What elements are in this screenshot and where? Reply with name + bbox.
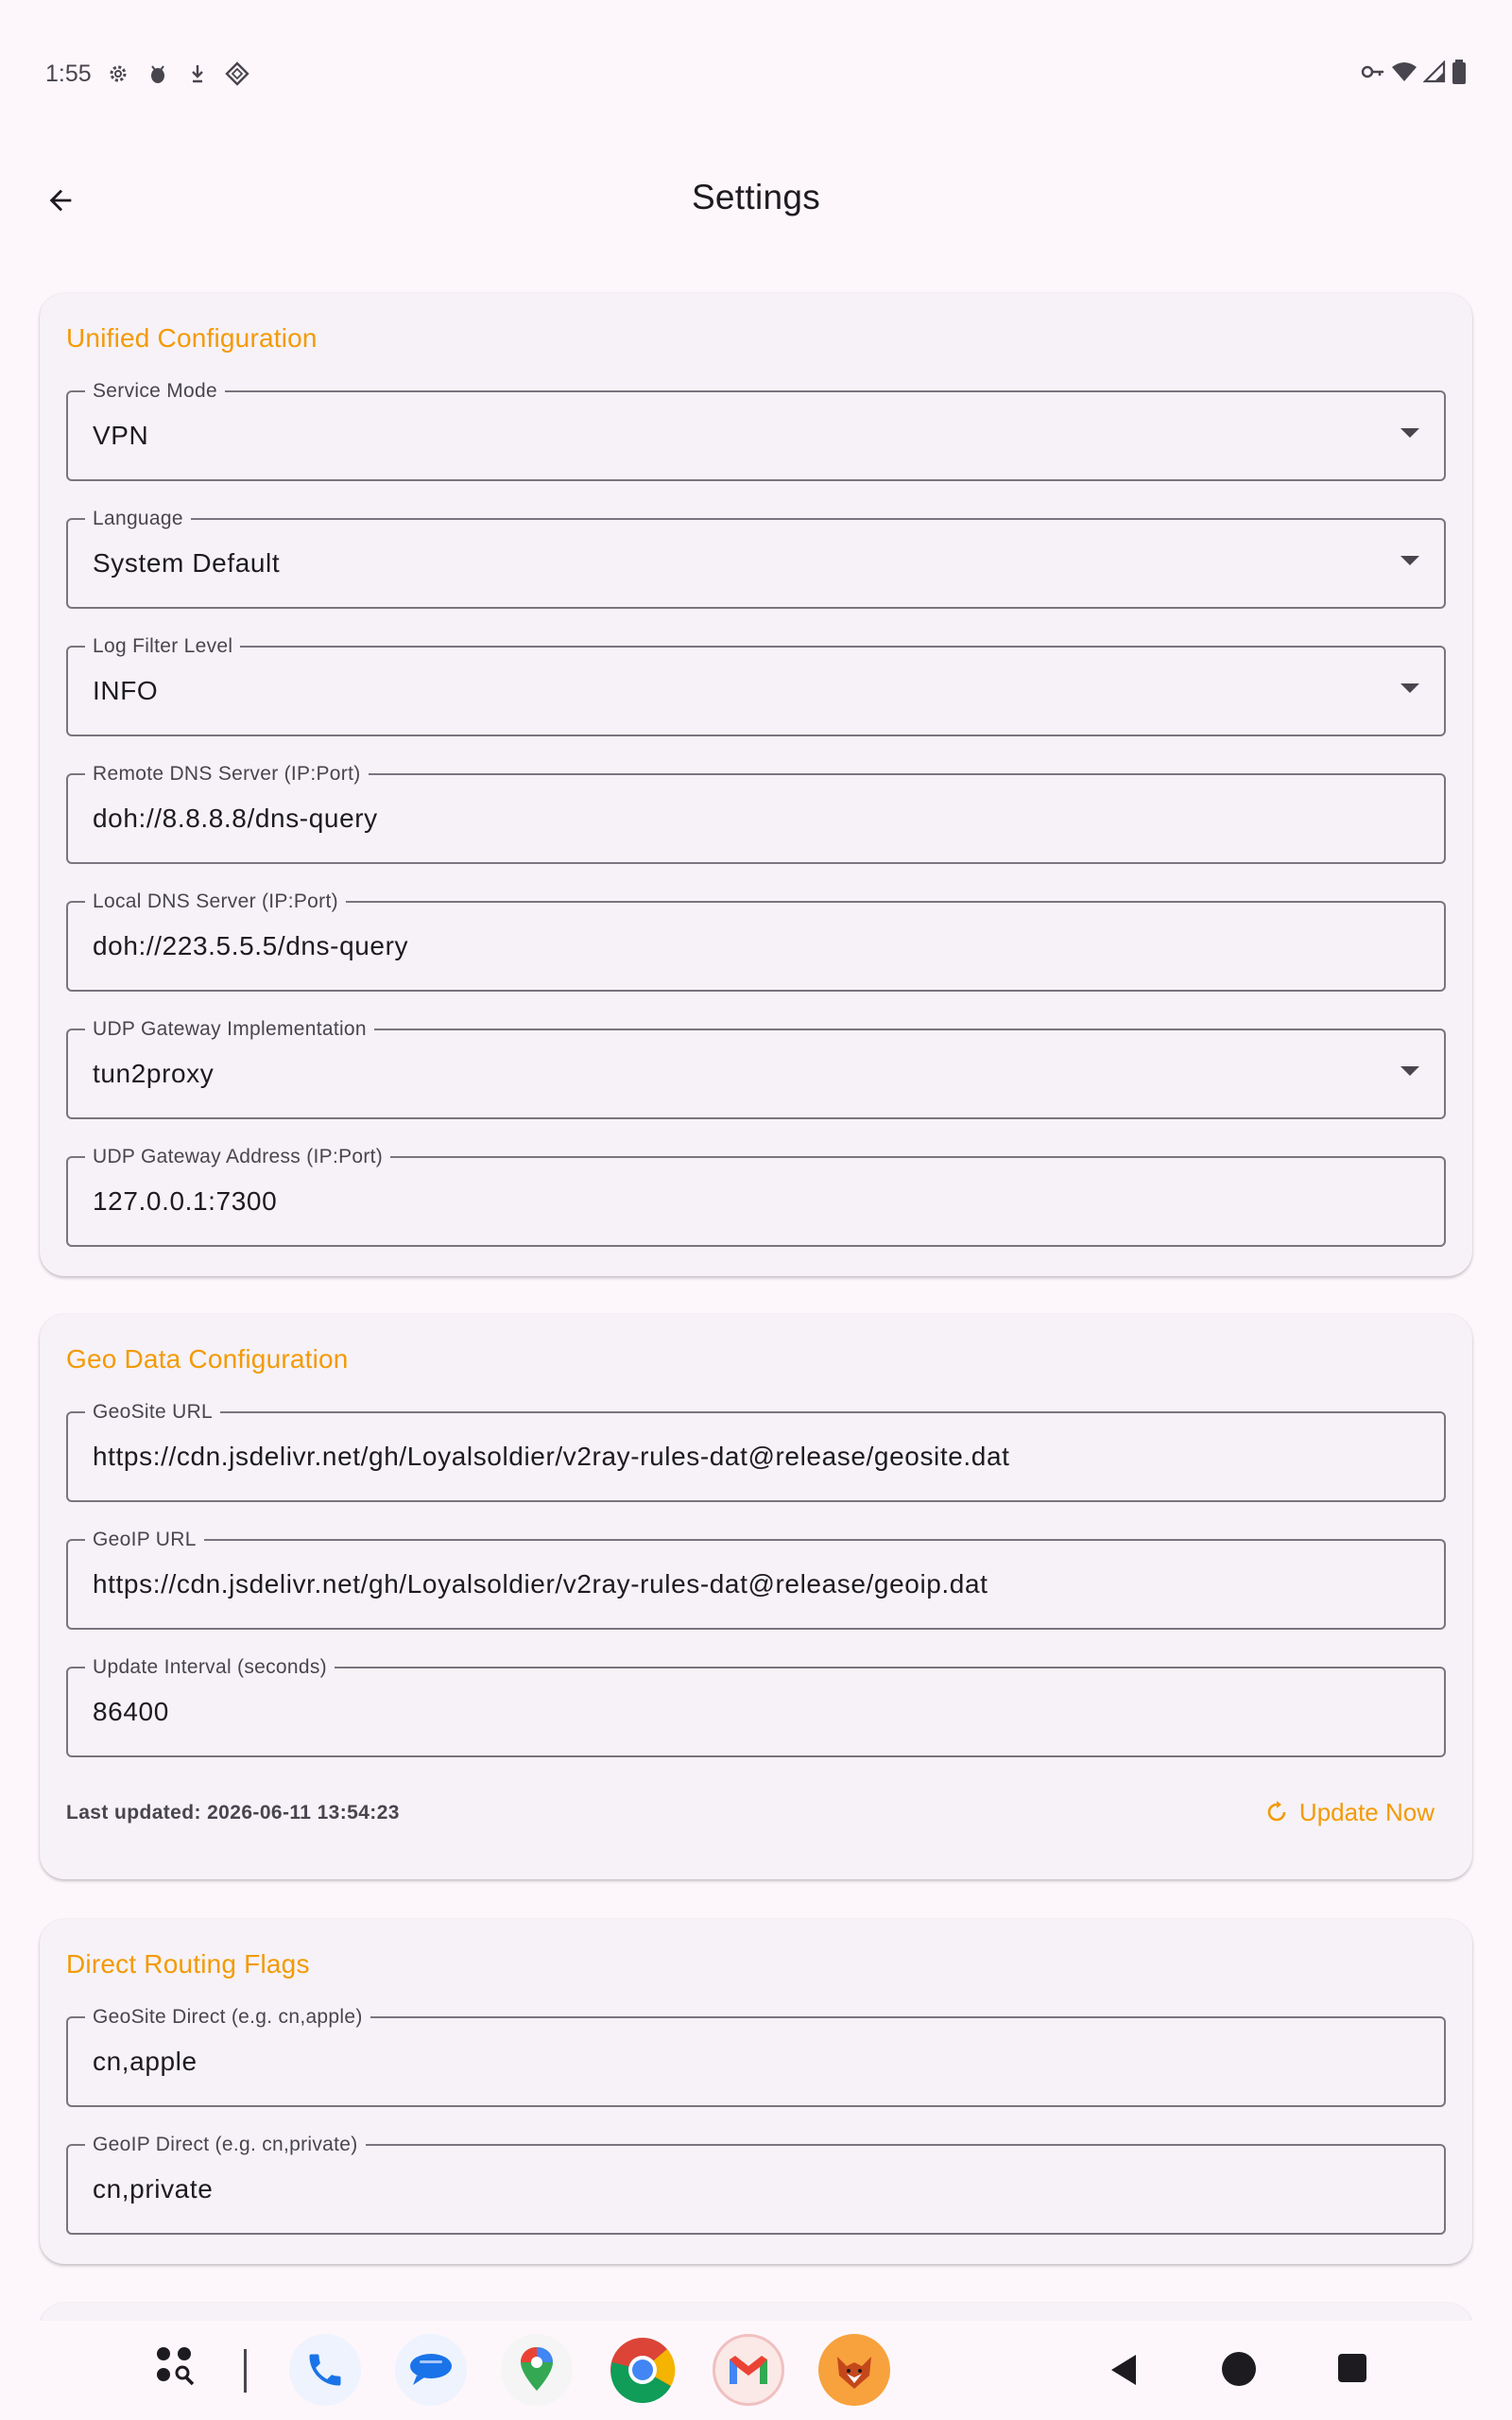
field-label: Update Interval (seconds) (85, 1655, 335, 1680)
field-label: Service Mode (85, 379, 225, 404)
last-updated-text: Last updated: 2026-06-11 13:54:23 (66, 1802, 400, 1824)
download-arrow-icon (184, 60, 211, 87)
dropdown-arrow-icon (1400, 428, 1419, 438)
language-dropdown[interactable] (66, 508, 1446, 609)
card-title: Geo Data Configuration (66, 1344, 349, 1374)
field-value: doh://223.5.5.5/dns-query (93, 931, 409, 960)
status-left (45, 57, 250, 91)
field-value: 86400 (93, 1697, 169, 1726)
field-value: https://cdn.jsdelivr.net/gh/Loyalsoldier/v2ray-rules-dat@release/geosite.dat (93, 1442, 1010, 1471)
log-level-dropdown[interactable] (66, 635, 1446, 736)
direct-routing-card (40, 1919, 1472, 2264)
fox-app-icon[interactable] (818, 2334, 890, 2406)
field-value: 127.0.0.1:7300 (93, 1186, 278, 1216)
geo-data-card (40, 1314, 1472, 1879)
home-nav-icon[interactable] (1222, 2352, 1256, 2386)
field-value: cn,apple (93, 2047, 198, 2076)
phone-icon[interactable] (289, 2334, 361, 2406)
maps-icon[interactable] (501, 2334, 573, 2406)
dropdown-arrow-icon (1400, 556, 1419, 565)
update-interval-input[interactable] (66, 1656, 1446, 1757)
local-dns-input[interactable] (66, 890, 1446, 992)
field-label: GeoSite Direct (e.g. cn,apple) (85, 2005, 370, 2030)
geoip-direct-input[interactable] (66, 2134, 1446, 2235)
app-drawer-icon[interactable] (151, 2342, 208, 2398)
messages-icon[interactable] (395, 2334, 467, 2406)
field-label: GeoIP Direct (e.g. cn,private) (85, 2133, 366, 2157)
unified-config-card (40, 293, 1472, 1276)
status-bar (0, 0, 1512, 142)
taskbar-divider (244, 2349, 247, 2393)
geosite-direct-input[interactable] (66, 2006, 1446, 2107)
refresh-icon (1265, 1801, 1288, 1824)
field-label: Log Filter Level (85, 634, 240, 659)
wifi-icon (1391, 60, 1418, 88)
field-value: https://cdn.jsdelivr.net/gh/Loyalsoldier/v2ray-rules-dat@release/geoip.dat (93, 1569, 988, 1599)
dropdown-arrow-icon (1400, 683, 1419, 693)
signal-icon (1423, 60, 1446, 88)
geoip-url-input[interactable] (66, 1529, 1446, 1630)
battery-icon (1452, 60, 1467, 89)
udp-implementation-dropdown[interactable] (66, 1018, 1446, 1119)
bug-icon (145, 60, 171, 87)
update-now-button[interactable] (1265, 1789, 1435, 1836)
app-bar (0, 151, 1512, 253)
field-label: GeoIP URL (85, 1528, 204, 1552)
field-label: UDP Gateway Address (IP:Port) (85, 1145, 390, 1169)
field-label: GeoSite URL (85, 1400, 220, 1425)
card-title: Unified Configuration (66, 323, 318, 353)
status-right (1361, 57, 1467, 91)
udp-address-input[interactable] (66, 1146, 1446, 1247)
field-value: VPN (93, 421, 149, 450)
status-time: 1:55 (45, 60, 92, 87)
field-label: UDP Gateway Implementation (85, 1017, 374, 1042)
field-label: Local DNS Server (IP:Port) (85, 890, 346, 914)
page-title: Settings (691, 178, 821, 216)
update-now-label: Update Now (1298, 1797, 1435, 1826)
back-nav-icon[interactable] (1106, 2351, 1143, 2389)
gear-icon (105, 60, 131, 87)
field-label: Remote DNS Server (IP:Port) (85, 762, 369, 786)
taskbar (0, 2321, 1512, 2420)
service-mode-dropdown[interactable] (66, 380, 1446, 481)
dropdown-arrow-icon (1400, 1066, 1419, 1076)
vpn-key-icon (1361, 62, 1385, 86)
chrome-icon[interactable] (607, 2334, 679, 2406)
geosite-url-input[interactable] (66, 1401, 1446, 1502)
field-value: cn,private (93, 2174, 214, 2204)
field-value: INFO (93, 676, 159, 705)
recents-nav-icon[interactable] (1338, 2354, 1366, 2382)
card-title: Direct Routing Flags (66, 1949, 310, 1979)
gmail-icon[interactable] (713, 2334, 784, 2406)
remote-dns-input[interactable] (66, 763, 1446, 864)
field-label: Language (85, 507, 191, 531)
field-value: tun2proxy (93, 1059, 215, 1088)
field-value: doh://8.8.8.8/dns-query (93, 804, 378, 833)
diamond-icon (224, 60, 250, 87)
field-value: System Default (93, 548, 281, 578)
